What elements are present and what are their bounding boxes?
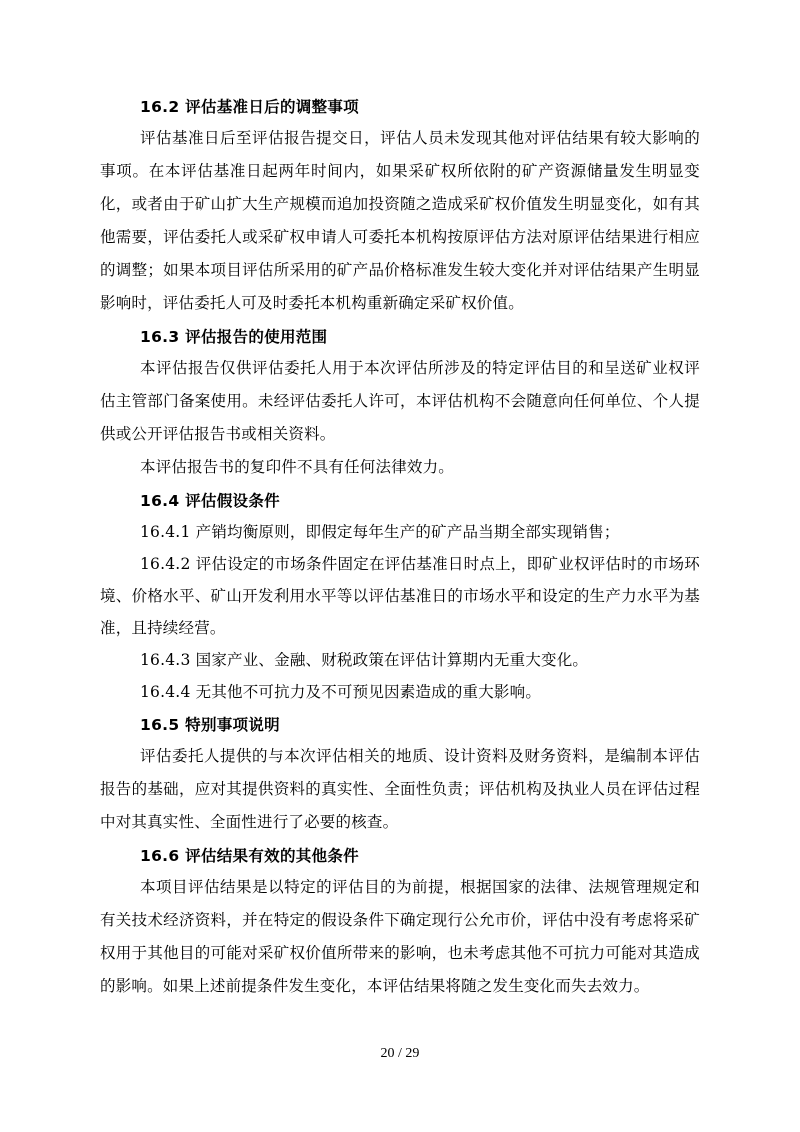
paragraph: 16.4.3 国家产业、金融、财税政策在评估计算期内无重大变化。 bbox=[140, 651, 589, 669]
paragraph: 本评估报告仅供评估委托人用于本次评估所涉及的特定评估目的和呈送矿业权评估主管部门备案使用。未经评估委托人许可，本评估机构不会随意向任何单位、个人提供或公开评估报告书或相关资料。 bbox=[100, 359, 700, 443]
paragraph: 16.4.1 产销均衡原则，即假定每年生产的矿产品当期全部实现销售； bbox=[140, 523, 620, 541]
paragraph: 评估委托人提供的与本次评估相关的地质、设计资料及财务资料，是编制本评估报告的基础，应对其提供资料的真实性、全面性负责；评估机构及执业人员在评估过程中对其真实性、全面性进行了必要的核查。 bbox=[100, 747, 700, 831]
section-heading-16-4: 16.4 评估假设条件 bbox=[140, 492, 280, 510]
section-heading-16-6: 16.6 评估结果有效的其他条件 bbox=[140, 847, 359, 865]
paragraph: 本评估报告书的复印件不具有任何法律效力。 bbox=[140, 458, 455, 476]
section-heading-16-3: 16.3 评估报告的使用范围 bbox=[140, 328, 328, 346]
section-heading-16-5: 16.5 特别事项说明 bbox=[140, 716, 280, 734]
paragraph: 本项目评估结果是以特定的评估目的为前提，根据国家的法律、法规管理规定和有关技术经济资料，并在特定的假设条件下确定现行公允市价，评估中没有考虑将采矿权用于其他目的可能对采矿权价值所带来的影响，也未考虑其他不可抗力可能对其造成的影响。如果上述前提条件发生变化，本评估结果将随之发生变化而失去效力。 bbox=[100, 878, 700, 995]
page-number: 20 / 29 bbox=[380, 1046, 420, 1061]
paragraph: 16.4.4 无其他不可抗力及不可预见因素造成的重大影响。 bbox=[140, 683, 542, 701]
paragraph: 评估基准日后至评估报告提交日，评估人员未发现其他对评估结果有较大影响的事项。在本评估基准日起两年时间内，如果采矿权所依附的矿产资源储量发生明显变化，或者由于矿山扩大生产规模而追加投资随之造成采矿权价值发生明显变化，如有其他需要，评估委托人或采矿权申请人可委托本机构按原评估方法对原评估结果进行相应的调整；如果本项目评估所采用的矿产品价格标准发生较大变化并对评估结果产生明显影响时，评估委托人可及时委托本机构重新确定采矿权价值。 bbox=[100, 129, 700, 312]
paragraph: 16.4.2 评估设定的市场条件固定在评估基准日时点上，即矿业权评估时的市场环境、价格水平、矿山开发利用水平等以评估基准日的市场水平和设定的生产力水平为基准，且持续经营。 bbox=[100, 555, 700, 637]
section-heading-16-2: 16.2 评估基准日后的调整事项 bbox=[140, 98, 359, 116]
document-body bbox=[100, 90, 700, 1003]
